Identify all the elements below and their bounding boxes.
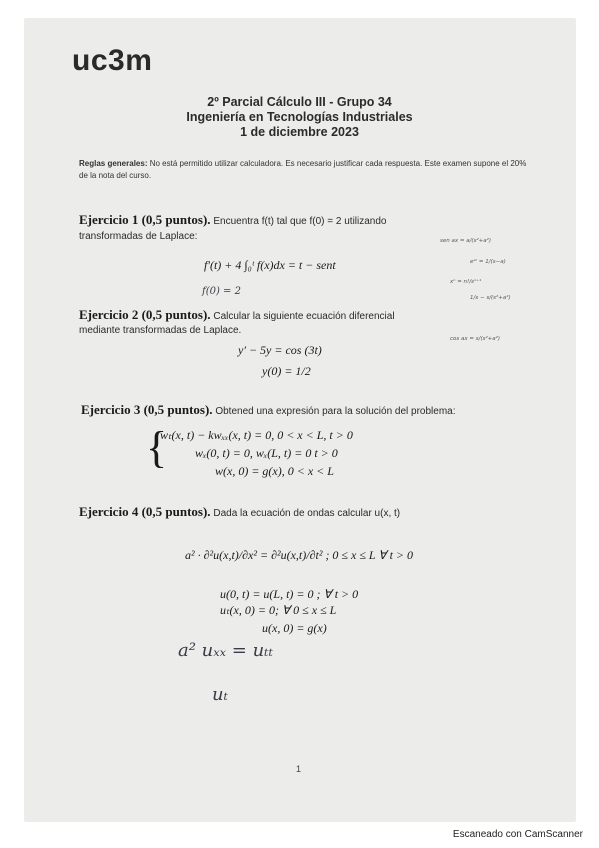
margin-note-1: sen ax = a/(s²+a²) [440,238,491,244]
margin-note-3: xⁿ = n!/sⁿ⁺¹ [450,279,482,285]
margin-note-4: 1/s − s/(s²+a²) [470,295,511,301]
uc3m-logo: uc3m [72,44,153,77]
exercise-3-line-2: wₓ(0, t) = 0, wₓ(L, t) = 0 t > 0 [195,446,338,460]
scanner-footer: Escaneado con CamScanner [452,829,583,840]
exercise-2-title: Ejercicio 2 (0,5 puntos). [79,307,211,322]
exercise-4-equation-3: uₜ(x, 0) = 0; ∀ 0 ≤ x ≤ L [220,603,337,617]
exercise-2-heading [79,307,395,323]
exercise-1-text: Encuentra f(t) tal que f(0) = 2 utilizando [213,216,387,227]
exam-date: 1 de diciembre 2023 [240,125,359,139]
exercise-4-heading [79,504,400,520]
exercise-4-equation-4: u(x, 0) = g(x) [262,621,327,635]
exercise-1-heading [79,212,387,228]
exercise-3-heading [81,402,456,418]
exercise-1-handwritten-note: f(0) = 2 [202,286,241,297]
exercise-3-text: Obtened una expresión para la solución del problema: [215,406,456,417]
margin-note-2: eᵃᵗ = 1/(s−a) [470,259,506,265]
exercise-1-title: Ejercicio 1 (0,5 puntos). [79,212,211,227]
exercise-4-equation-2: u(0, t) = u(L, t) = 0 ; ∀ t > 0 [220,587,359,601]
exercise-3-title: Ejercicio 3 (0,5 puntos). [81,402,213,417]
exercise-2-text-2: mediante transformadas de Laplace. [79,325,242,336]
exercise-4-handwritten-2: uₜ [212,684,229,705]
margin-note-5: cos ax = s/(s²+a²) [450,336,500,342]
exercise-3-line-1: wₜ(x, t) − kwₓₓ(x, t) = 0, 0 < x < L, t > 0 [160,428,353,442]
exercise-4-text: Dada la ecuación de ondas calcular u(x, t) [213,508,401,519]
exercise-2-equation-2: y(0) = 1/2 [262,364,311,378]
rules-label: Reglas generales: [79,159,148,168]
exercise-4-title: Ejercicio 4 (0,5 puntos). [79,504,211,519]
general-rules [79,158,529,182]
exercise-1-equation: f′(t) + 4 ∫₀ᵗ f(x)dx = t − sent [204,258,336,272]
rules-text: No está permitido utilizar calculadora. Es necesario justificar cada respuesta. Este examen supone el 20% de la nota del curso. [79,159,527,180]
exam-subtitle: Ingeniería en Tecnologías Industriales [186,110,413,124]
exercise-4-equation-1: a² · ∂²u(x,t)/∂x² = ∂²u(x,t)/∂t² ; 0 ≤ x ≤ L ∀ t > 0 [185,548,414,562]
page-number: 1 [296,764,302,774]
system-brace: { [146,423,168,472]
exam-title: 2º Parcial Cálculo III - Grupo 34 [207,95,392,109]
exercise-2-text: Calcular la siguiente ecuación diferencial [213,311,395,322]
exercise-4-handwritten-1: a² uₓₓ = uₜₜ [178,640,274,661]
exercise-2-equation-1: y′ − 5y = cos (3t) [238,343,322,357]
exercise-3-line-3: w(x, 0) = g(x), 0 < x < L [215,464,334,478]
exercise-1-text-2: transformadas de Laplace: [79,231,198,242]
